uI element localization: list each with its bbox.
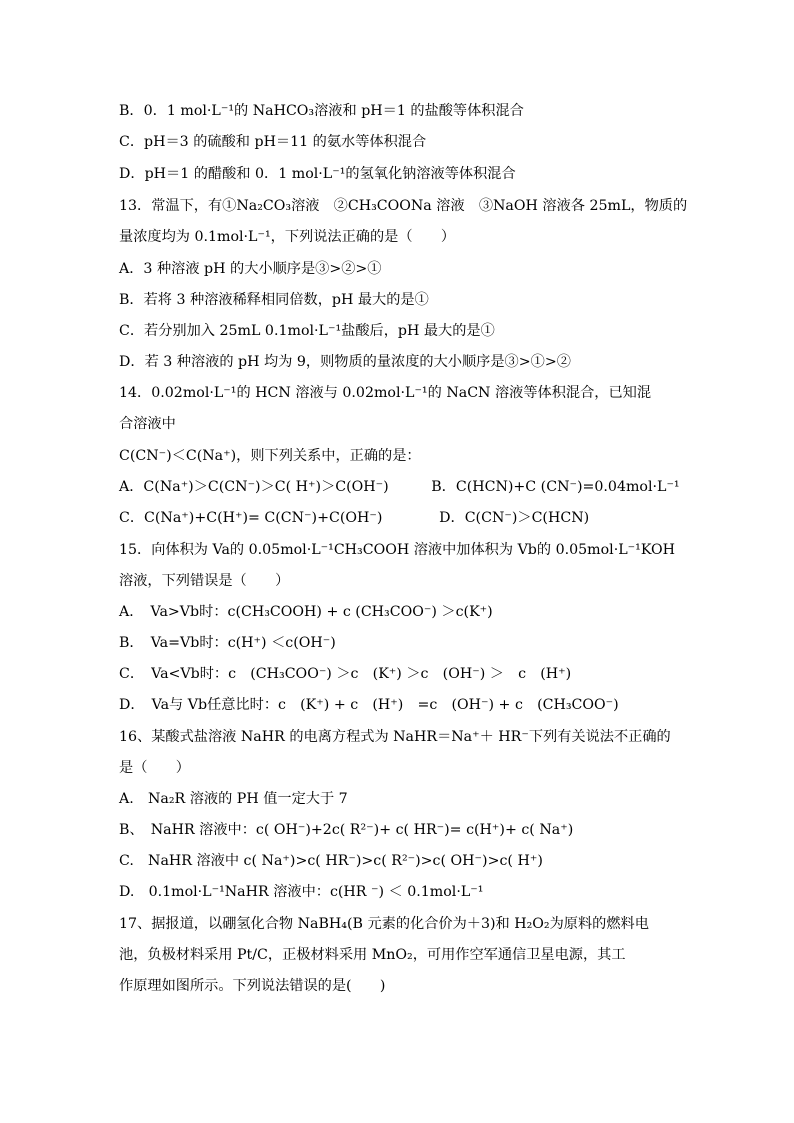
option-15d: D． Va与 Vb任意比时：c (K⁺) + c (H⁺) =c (OH⁻) + c (CH₃COO⁻) [119,697,619,713]
question-15-line-2: 溶液，下列错误是（ ） [119,573,290,589]
option-12d: D．pH＝1 的醋酸和 0．1 mol·L⁻¹的氢氧化钠溶液等体积混合 [119,166,516,182]
option-13b: B．若将 3 种溶液稀释相同倍数，pH 最大的是① [119,292,429,308]
option-16c: C. NaHR 溶液中 c( Na⁺)>c( HR⁻)>c( R²⁻)>c( OH⁻)>c( H⁺) [119,853,543,869]
question-17-line-1: 17、据报道，以硼氢化合物 NaBH₄(B 元素的化合价为＋3)和 H₂O₂为原料的燃料电 [119,916,649,932]
question-16-line-1: 16、某酸式盐溶液 NaHR 的电离方程式为 NaHR＝Na⁺＋ HR⁻下列有关说法不正确的 [119,729,671,745]
option-13c: C．若分别加入 25mL 0.1mol·L⁻¹盐酸后，pH 最大的是① [119,323,495,339]
option-16a: A. Na₂R 溶液的 PH 值一定大于 7 [119,791,348,807]
option-13a: A．3 种溶液 pH 的大小顺序是③>②>① [119,261,382,277]
question-13-line-1: 13．常温下，有①Na₂CO₃溶液 ②CH₃COONa 溶液 ③NaOH 溶液各 25mL，物质的 [119,198,688,214]
option-16b: B、 NaHR 溶液中：c( OH⁻)+2c( R²⁻)+ c( HR⁻)= c(H⁺)+ c( Na⁺) [119,822,574,838]
question-14-line-1: 14．0.02mol·L⁻¹的 HCN 溶液与 0.02mol·L⁻¹的 NaCN 溶液等体积混合，已知混 [119,385,652,401]
option-15b: B． Va=Vb时：c(H⁺) ＜c(OH⁻) [119,635,336,651]
question-14-line-3: C(CN⁻)＜C(Na⁺)，则下列关系中，正确的是： [119,448,421,464]
option-12c: C．pH＝3 的硫酸和 pH＝11 的氨水等体积混合 [119,134,427,150]
option-16d: D. 0.1mol·L⁻¹NaHR 溶液中：c(HR ⁻) ＜ 0.1mol·L⁻¹ [119,884,484,900]
option-12b: B．0．1 mol·L⁻¹的 NaHCO₃溶液和 pH＝1 的盐酸等体积混合 [119,103,524,119]
option-14-cd: C．C(Na⁺)+C(H⁺)= C(CN⁻)+C(OH⁻) D．C(CN⁻)＞C(HCN) [119,510,590,526]
question-17-line-2: 池，负极材料采用 Pt/C，正极材料采用 MnO₂，可用作空军通信卫星电源，其工 [119,947,626,963]
question-15-line-1: 15．向体积为 Va的 0.05mol·L⁻¹CH₃COOH 溶液中加体积为 Vb的 0.05mol·L⁻¹KOH [119,542,676,558]
option-15c: C． Va<Vb时：c (CH₃COO⁻) ＞c (K⁺) ＞c (OH⁻) ＞ c (H⁺) [119,666,572,682]
question-17-line-3: 作原理如图所示。下列说法错误的是( ) [119,978,386,994]
question-14-line-2: 合溶液中 [119,416,176,432]
question-16-line-2: 是（ ） [119,760,190,776]
option-15a: A． Va>Vb时：c(CH₃COOH) + c (CH₃COO⁻) ＞c(K⁺) [119,604,493,620]
option-13d: D．若 3 种溶液的 pH 均为 9，则物质的量浓度的大小顺序是③>①>② [119,354,571,370]
question-13-line-2: 量浓度均为 0.1mol·L⁻¹，下列说法正确的是（ ） [119,229,456,245]
option-14-ab: A．C(Na⁺)＞C(CN⁻)＞C( H⁺)＞C(OH⁻) B．C(HCN)+C (CN⁻)=0.04mol·L⁻¹ [119,479,680,495]
